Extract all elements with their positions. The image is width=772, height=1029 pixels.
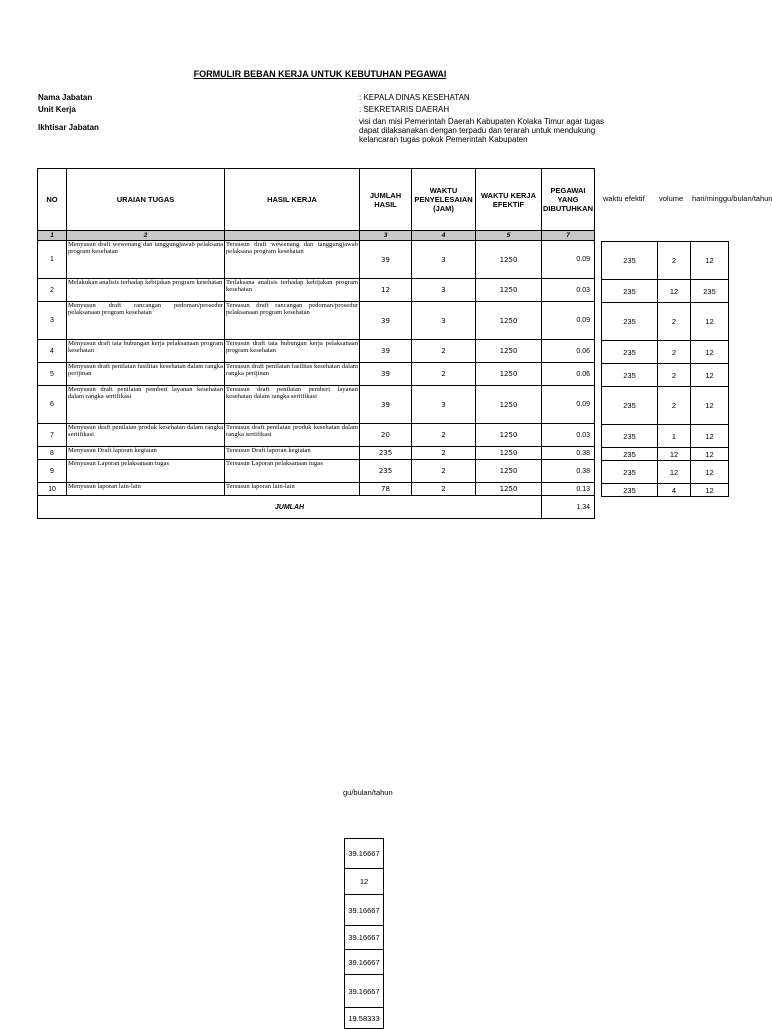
row-uraian-tugas: Menyusun draft tata hubungan kerja pelaksanaan program kesehatan <box>67 340 225 363</box>
side-periode: 12 <box>691 303 729 341</box>
header-no: NO <box>38 169 67 231</box>
header-jumlah-hasil: JUMLAH HASIL <box>360 169 412 231</box>
row-jumlah-hasil: 78 <box>360 483 412 496</box>
row-hasil-kerja: Terlaksana analisis terhadap kebijakan program kesehatan <box>225 279 360 302</box>
lower-value: 19.58333 <box>345 1008 384 1029</box>
ikhtisar-jabatan-value: visi dan misi Pemerintah Daerah Kabupaten Kolaka Timur agar tugas dapat dilaksanakan dengan terpadu dan terarah untuk mendukung kelancaran tugas pokok Pemerintah Kabupaten <box>359 117 605 144</box>
jumlah-label: JUMLAH <box>38 496 542 519</box>
row-waktu-kerja-efektif: 1250 <box>476 279 542 302</box>
side-waktu-efektif: 235 <box>602 242 658 280</box>
lower-value: 39.16667 <box>345 895 384 926</box>
row-waktu-kerja-efektif: 1250 <box>476 302 542 340</box>
row-no: 6 <box>38 386 67 424</box>
row-no: 7 <box>38 424 67 447</box>
side-waktu-efektif: 235 <box>602 280 658 303</box>
row-no: 5 <box>38 363 67 386</box>
row-uraian-tugas: Melakukan analisis terhadap kebijakan program kesehatan <box>67 279 225 302</box>
row-no: 3 <box>38 302 67 340</box>
row-pegawai-dibutuhkan: 0.09 <box>542 302 595 340</box>
row-jumlah-hasil: 12 <box>360 279 412 302</box>
side-volume: 12 <box>658 280 691 303</box>
side-volume: 2 <box>658 341 691 364</box>
side-waktu-efektif: 235 <box>602 425 658 448</box>
side-periode: 12 <box>691 484 729 497</box>
header-waktu-penyelesaian: WAKTU PENYELESAIAN (JAM) <box>412 169 476 231</box>
side-waktu-efektif: 235 <box>602 364 658 387</box>
row-uraian-tugas: Menyusun Laporan pelaksanaan tugas <box>67 460 225 483</box>
row-pegawai-dibutuhkan: 0.06 <box>542 363 595 386</box>
side-row <box>602 425 729 448</box>
row-uraian-tugas: Menyusun draft penilaian produk kesehatan dalam rangka sertifikasi <box>67 424 225 447</box>
col-number <box>225 231 360 241</box>
row-hasil-kerja: Tersusun draft penilaian pemberi layanan kesehatan dalam rangka sertifikasi <box>225 386 360 424</box>
side-waktu-efektif: 235 <box>602 303 658 341</box>
row-pegawai-dibutuhkan: 0.13 <box>542 483 595 496</box>
row-hasil-kerja: Tersusun Draft laporan kegiatan <box>225 447 360 460</box>
side-header-periode: hari/minggu/bulan/tahun <box>692 194 772 203</box>
lower-row <box>345 895 384 926</box>
table-row <box>38 386 595 424</box>
side-periode: 12 <box>691 425 729 448</box>
lower-row <box>345 950 384 975</box>
lower-row <box>345 926 384 950</box>
row-hasil-kerja: Tersusun draft rancangan pedoman/prosedur pelaksanaan program kesehatan <box>225 302 360 340</box>
side-volume: 4 <box>658 484 691 497</box>
unit-kerja-label: Unit Kerja <box>38 105 76 114</box>
row-uraian-tugas: Menyusun draft wewenang dan tanggungjawab pelaksana program kesehatan <box>67 241 225 279</box>
row-waktu-kerja-efektif: 1250 <box>476 483 542 496</box>
lower-value: 39.16667 <box>345 926 384 950</box>
row-jumlah-hasil: 39 <box>360 363 412 386</box>
table-row <box>38 483 595 496</box>
side-periode: 12 <box>691 448 729 461</box>
side-volume: 12 <box>658 448 691 461</box>
jumlah-total: 1.34 <box>542 496 595 519</box>
table-row <box>38 363 595 386</box>
row-waktu-kerja-efektif: 1250 <box>476 241 542 279</box>
col-number: 1 <box>38 231 67 241</box>
row-hasil-kerja: Tersusun laporan lain-lain <box>225 483 360 496</box>
side-row <box>602 280 729 303</box>
row-waktu-penyelesaian: 2 <box>412 424 476 447</box>
lower-row <box>345 869 384 895</box>
row-no: 9 <box>38 460 67 483</box>
ikhtisar-jabatan-label: Ikhtisar Jabatan <box>38 123 99 132</box>
side-waktu-efektif: 235 <box>602 341 658 364</box>
row-waktu-kerja-efektif: 1250 <box>476 340 542 363</box>
periode-label: gu/bulan/tahun <box>343 788 393 797</box>
lower-value: 39.16667 <box>345 975 384 1008</box>
row-hasil-kerja: Tersusun draft wewenang dan tanggungjawab pelaksana program kesehatan <box>225 241 360 279</box>
unit-kerja-value: : SEKRETARIS DAERAH <box>359 105 450 114</box>
table-row <box>38 447 595 460</box>
row-waktu-penyelesaian: 3 <box>412 241 476 279</box>
nama-jabatan-label: Nama Jabatan <box>38 93 93 102</box>
row-waktu-kerja-efektif: 1250 <box>476 363 542 386</box>
row-pegawai-dibutuhkan: 0.38 <box>542 460 595 483</box>
side-row <box>602 303 729 341</box>
row-waktu-penyelesaian: 2 <box>412 447 476 460</box>
row-waktu-kerja-efektif: 1250 <box>476 424 542 447</box>
lower-row <box>345 1008 384 1029</box>
row-no: 4 <box>38 340 67 363</box>
row-jumlah-hasil: 39 <box>360 302 412 340</box>
side-periode: 12 <box>691 242 729 280</box>
row-hasil-kerja: Tersusun draft penilaian fasilitas kesehatan dalam rangka perijinan <box>225 363 360 386</box>
row-hasil-kerja: Tersusun Laporan pelaksanaan tugas <box>225 460 360 483</box>
side-row <box>602 242 729 280</box>
side-periode: 12 <box>691 364 729 387</box>
lower-value: 12 <box>345 869 384 895</box>
side-volume: 2 <box>658 242 691 280</box>
row-uraian-tugas: Menyusun draft penilaian pemberi layanan kesehatan dalam rangka sertifikasi <box>67 386 225 424</box>
row-pegawai-dibutuhkan: 0.03 <box>542 424 595 447</box>
row-waktu-penyelesaian: 2 <box>412 363 476 386</box>
lower-value: 39.16667 <box>345 950 384 975</box>
side-waktu-efektif: 235 <box>602 461 658 484</box>
table-row <box>38 340 595 363</box>
side-row <box>602 484 729 497</box>
row-hasil-kerja: Tersusun draft tata hubungan kerja pelaksanaan program kesehatan <box>225 340 360 363</box>
row-pegawai-dibutuhkan: 0.03 <box>542 279 595 302</box>
side-volume: 2 <box>658 303 691 341</box>
jumlah-row <box>38 496 595 519</box>
side-volume: 2 <box>658 387 691 425</box>
lower-value: 39.16667 <box>345 839 384 869</box>
form-title: FORMULIR BEBAN KERJA UNTUK KEBUTUHAN PEGAWAI <box>193 69 447 79</box>
row-waktu-penyelesaian: 3 <box>412 386 476 424</box>
row-uraian-tugas: Menyusun Draft laporan kegiatan <box>67 447 225 460</box>
row-hasil-kerja: Tersusun draft penilaian produk kesehatan dalam rangka sertifikasi <box>225 424 360 447</box>
workload-table <box>37 168 595 519</box>
row-no: 2 <box>38 279 67 302</box>
row-waktu-penyelesaian: 2 <box>412 460 476 483</box>
row-uraian-tugas: Menyusun draft penilaian fasilitas kesehatan dalam rangka perijinan <box>67 363 225 386</box>
row-jumlah-hasil: 235 <box>360 447 412 460</box>
table-row <box>38 241 595 279</box>
row-pegawai-dibutuhkan: 0.09 <box>542 386 595 424</box>
side-table <box>601 241 729 497</box>
side-waktu-efektif: 235 <box>602 448 658 461</box>
nama-jabatan-value: : KEPALA DINAS KESEHATAN <box>359 93 470 102</box>
side-waktu-efektif: 235 <box>602 484 658 497</box>
side-waktu-efektif: 235 <box>602 387 658 425</box>
table-row <box>38 279 595 302</box>
col-number: 7 <box>542 231 595 241</box>
side-periode: 12 <box>691 387 729 425</box>
side-row <box>602 341 729 364</box>
table-row <box>38 302 595 340</box>
row-pegawai-dibutuhkan: 0.06 <box>542 340 595 363</box>
row-no: 8 <box>38 447 67 460</box>
row-waktu-penyelesaian: 3 <box>412 279 476 302</box>
row-waktu-penyelesaian: 3 <box>412 302 476 340</box>
row-waktu-kerja-efektif: 1250 <box>476 460 542 483</box>
header-uraian-tugas: URAIAN TUGAS <box>67 169 225 231</box>
table-row <box>38 460 595 483</box>
col-number: 3 <box>360 231 412 241</box>
lower-row <box>345 975 384 1008</box>
row-uraian-tugas: Menyusun laporan lain-lain <box>67 483 225 496</box>
side-row <box>602 448 729 461</box>
row-uraian-tugas: Menyusun draft rancangan pedoman/prosedur pelaksanaan program kesehatan <box>67 302 225 340</box>
side-header-volume: volume <box>659 194 684 203</box>
side-periode: 235 <box>691 280 729 303</box>
side-volume: 12 <box>658 461 691 484</box>
row-waktu-penyelesaian: 2 <box>412 340 476 363</box>
table-header-row <box>38 169 595 231</box>
side-header-waktu-efektif: waktu efektif <box>603 194 645 203</box>
header-waktu-kerja-efektif: WAKTU KERJA EFEKTIF <box>476 169 542 231</box>
col-number: 4 <box>412 231 476 241</box>
side-volume: 1 <box>658 425 691 448</box>
side-row <box>602 461 729 484</box>
side-periode: 12 <box>691 461 729 484</box>
side-row <box>602 387 729 425</box>
side-row <box>602 364 729 387</box>
row-jumlah-hasil: 39 <box>360 241 412 279</box>
row-pegawai-dibutuhkan: 0.38 <box>542 447 595 460</box>
lower-row <box>345 839 384 869</box>
column-number-row <box>38 231 595 241</box>
row-no: 10 <box>38 483 67 496</box>
col-number: 2 <box>67 231 225 241</box>
side-volume: 2 <box>658 364 691 387</box>
row-waktu-kerja-efektif: 1250 <box>476 386 542 424</box>
row-jumlah-hasil: 20 <box>360 424 412 447</box>
row-pegawai-dibutuhkan: 0.09 <box>542 241 595 279</box>
lower-table <box>344 838 384 1029</box>
row-waktu-penyelesaian: 2 <box>412 483 476 496</box>
row-jumlah-hasil: 235 <box>360 460 412 483</box>
side-periode: 12 <box>691 341 729 364</box>
table-row <box>38 424 595 447</box>
row-no: 1 <box>38 241 67 279</box>
header-hasil-kerja: HASIL KERJA <box>225 169 360 231</box>
header-pegawai-dibutuhkan: PEGAWAI YANG DIBUTUHKAN <box>542 169 595 231</box>
row-jumlah-hasil: 39 <box>360 386 412 424</box>
row-jumlah-hasil: 39 <box>360 340 412 363</box>
col-number: 5 <box>476 231 542 241</box>
row-waktu-kerja-efektif: 1250 <box>476 447 542 460</box>
